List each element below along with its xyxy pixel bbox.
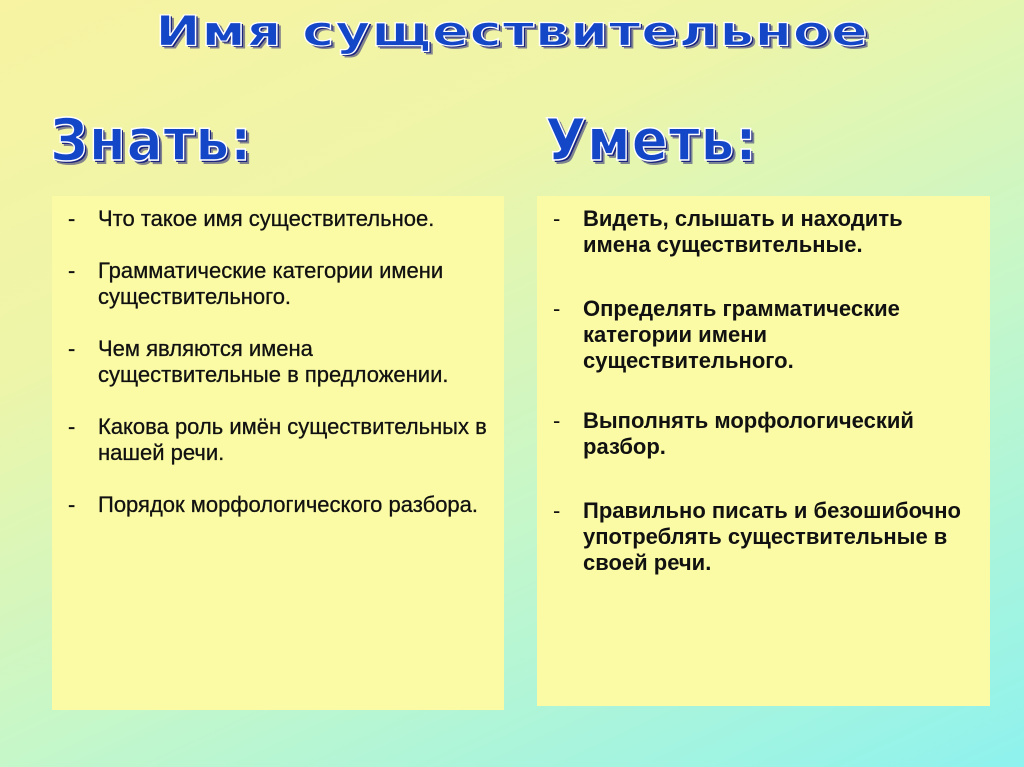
dash-bullet: - bbox=[553, 296, 561, 321]
know-list bbox=[62, 206, 488, 518]
list-item-text: Чем являются имена существительные в предложении. bbox=[98, 336, 449, 387]
can-list bbox=[547, 206, 974, 576]
list-item bbox=[62, 414, 488, 466]
list-item-text: Видеть, слышать и находить имена существительные. bbox=[583, 206, 903, 257]
list-item bbox=[547, 408, 974, 460]
know-heading: Знать: bbox=[50, 106, 253, 174]
can-heading: Уметь: bbox=[545, 106, 758, 174]
list-item-text: Правильно писать и безошибочно употреблять существительные в своей речи. bbox=[583, 498, 961, 575]
dash-bullet: - bbox=[68, 206, 76, 231]
list-item bbox=[547, 296, 974, 374]
dash-bullet: - bbox=[68, 336, 76, 361]
list-item bbox=[547, 206, 974, 258]
dash-bullet: - bbox=[553, 206, 561, 231]
can-panel bbox=[537, 196, 990, 706]
list-item bbox=[62, 206, 488, 232]
list-item-text: Какова роль имён существительных в нашей речи. bbox=[98, 414, 487, 465]
slide-title: Имя существительное bbox=[155, 6, 869, 56]
dash-bullet: - bbox=[68, 258, 76, 283]
list-item-text: Грамматические категории имени существительного. bbox=[98, 258, 444, 309]
dash-bullet: - bbox=[553, 498, 561, 523]
dash-bullet: - bbox=[68, 492, 76, 517]
list-item-text: Порядок морфологического разбора. bbox=[98, 492, 479, 517]
know-panel bbox=[52, 196, 504, 710]
dash-bullet: - bbox=[553, 408, 561, 433]
list-item bbox=[547, 498, 974, 576]
list-item-text: Определять грамматические категории имени существительного. bbox=[583, 296, 900, 373]
list-item bbox=[62, 258, 488, 310]
list-item-text: Что такое имя существительное. bbox=[98, 206, 435, 231]
list-item bbox=[62, 492, 488, 518]
dash-bullet: - bbox=[68, 414, 76, 439]
list-item bbox=[62, 336, 488, 388]
list-item-text: Выполнять морфологический разбор. bbox=[583, 408, 914, 459]
